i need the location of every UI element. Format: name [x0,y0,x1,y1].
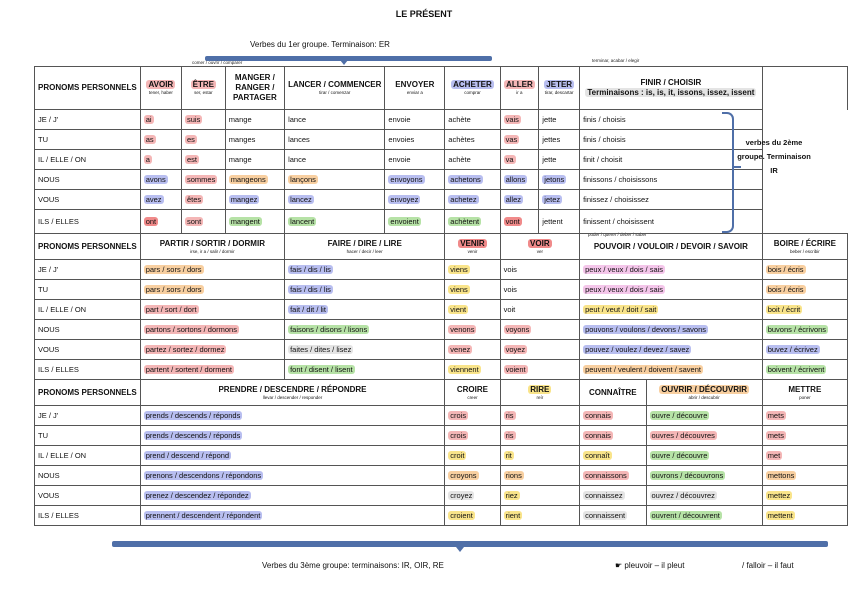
header-etre: ÊTRE ser, estar [182,67,226,110]
pronoun-cell: NOUS [35,466,141,486]
header-aller: ALLER ir a [500,67,539,110]
pronoun-cell: TU [35,280,141,300]
cell-jeter: jette [539,150,580,170]
header-lancer: LANCER / COMMENCER tirar / comenzar [285,67,385,110]
pronoun-cell: ILS / ELLES [35,360,141,380]
cell-boire: bois / écris [762,260,847,280]
cell-lancer: lance [285,110,385,130]
cell-rire: riez [500,486,579,506]
cell-avoir: a [140,150,181,170]
cell-partir: partez / sortez / dormez [140,340,284,360]
cell-envoyer: envoyons [385,170,445,190]
pronoun-cell: TU [35,426,141,446]
pronoun-cell: IL / ELLE / ON [35,446,141,466]
header-acheter: ACHETER comprar [445,67,500,110]
cell-croire: croient [445,506,500,526]
cell-pouvoir: pouvons / voulons / devons / savons [580,320,763,340]
cell-acheter: achetez [445,190,500,210]
cell-envoyer: envoies [385,130,445,150]
header-ouvrir: OUVRIR / DÉCOUVRIR abrir / descubrir [646,380,762,406]
pronoms-header: PRONOMS PERSONNELS [35,380,141,406]
note-falloir: / falloir – il faut [742,561,794,570]
cell-partir: partons / sortons / dormons [140,320,284,340]
cell-aller: allons [500,170,539,190]
s2-row-ils [35,360,848,380]
header-boire: BOIRE / ÉCRIRE beber / escribir [762,234,847,260]
s3-row-vous [35,486,848,506]
header-finir: FINIR / CHOISIR Terminaisons : is, is, it, issons, issez, issent [580,67,763,110]
cell-finir: finis / choisis [580,110,763,130]
pronoun-cell: NOUS [35,320,141,340]
group2-caption: verbes du 2ème groupe. Terminaison IR [737,138,811,175]
cell-manger: mange [225,110,284,130]
cell-faire: fais / dis / lis [285,260,445,280]
translation-note-left: comer / ouvrir / comparer [192,60,243,65]
group3-arrow-bar [112,541,828,547]
cell-acheter: achètent [445,210,500,234]
group1-arrow-bar [205,56,492,61]
cell-rire: rit [500,446,579,466]
header-prendre: PRENDRE / DESCENDRE / RÉPONDRE llevar / descender / responder [140,380,445,406]
cell-faire: fais / dis / lis [285,280,445,300]
cell-croire: croyons [445,466,500,486]
cell-lancer: lancent [285,210,385,234]
cell-mettre: mettez [762,486,847,506]
cell-manger: mange [225,150,284,170]
cell-jeter: jette [539,110,580,130]
cell-boire: boivent / écrivent [762,360,847,380]
s2-row-nous [35,320,848,340]
cell-boire: bois / écris [762,280,847,300]
cell-faire: font / disent / lisent [285,360,445,380]
cell-prendre: prends / descends / réponds [140,406,445,426]
cell-faire: faisons / disons / lisons [285,320,445,340]
header-venir: VENIR venir [445,234,500,260]
pronoun-cell: TU [35,130,141,150]
header-croire: CROIRE creer [445,380,500,406]
cell-avoir: avez [140,190,181,210]
header-empty-cell [762,67,847,110]
cell-acheter: achète [445,150,500,170]
cell-venir: viens [445,260,500,280]
cell-mettre: mettent [762,506,847,526]
cell-etre: suis [182,110,226,130]
cell-mettre: mets [762,426,847,446]
cell-manger: mangez [225,190,284,210]
cell-boire: buvez / écrivez [762,340,847,360]
cell-faire: fait / dit / lit [285,300,445,320]
cell-jeter: jetons [539,170,580,190]
pronoun-cell: NOUS [35,170,141,190]
pronoms-header: PRONOMS PERSONNELS [35,234,141,260]
cell-venir: vient [445,300,500,320]
cell-finir: finis / choisis [580,130,763,150]
cell-lancer: lancez [285,190,385,210]
cell-ouvrir: ouvre / découvre [646,406,762,426]
cell-voir: vois [500,260,579,280]
pronoun-cell: VOUS [35,190,141,210]
cell-acheter: achètes [445,130,500,150]
cell-etre: sont [182,210,226,234]
cell-jeter: jettes [539,130,580,150]
blank-cell [762,110,847,130]
pronoun-cell: ILS / ELLES [35,506,141,526]
cell-mettre: met [762,446,847,466]
cell-partir: part / sort / dort [140,300,284,320]
s3-row-il [35,446,848,466]
cell-rire: ris [500,406,579,426]
cell-croire: croyez [445,486,500,506]
group1-caption: Verbes du 1er groupe. Terminaison: ER [250,40,390,49]
cell-etre: es [182,130,226,150]
header-connaitre: CONNAÎTRE [580,380,646,406]
cell-pouvoir: peux / veux / dois / sais [580,260,763,280]
cell-mettre: mettons [762,466,847,486]
header-manger: MANGER / RANGER / PARTAGER [225,67,284,110]
cell-voir: voient [500,360,579,380]
cell-manger: mangent [225,210,284,234]
cell-venir: viennent [445,360,500,380]
note-pleuvoir: ☛ pleuvoir – il pleut [615,561,685,570]
pronoun-cell: IL / ELLE / ON [35,300,141,320]
cell-prendre: prenez / descendez / répondez [140,486,445,506]
pronoun-cell: VOUS [35,340,141,360]
cell-connaitre: connaissons [580,466,646,486]
s2-row-il [35,300,848,320]
page-title: LE PRÉSENT [395,9,453,19]
s2-row-je [35,260,848,280]
cell-venir: venons [445,320,500,340]
cell-lancer: lance [285,150,385,170]
header-jeter: JETER tirar, descartar [539,67,580,110]
cell-croire: crois [445,406,500,426]
cell-finir: finissent / choisissent [580,210,763,234]
header-partir: PARTIR / SORTIR / DORMIR irse, ir a / salir / dormir [140,234,284,260]
cell-venir: venez [445,340,500,360]
cell-lancer: lances [285,130,385,150]
cell-jeter: jettent [539,210,580,234]
cell-rire: rions [500,466,579,486]
cell-voir: voyons [500,320,579,340]
pronoun-cell: VOUS [35,486,141,506]
cell-connaitre: connaissez [580,486,646,506]
cell-prendre: prends / descends / réponds [140,426,445,446]
pronoun-cell: JE / J' [35,260,141,280]
cell-manger: mangeons [225,170,284,190]
pronoun-cell: ILS / ELLES [35,210,141,234]
cell-connaitre: connaissent [580,506,646,526]
cell-voir: voyez [500,340,579,360]
cell-connaitre: connais [580,406,646,426]
cell-mettre: mets [762,406,847,426]
cell-etre: sommes [182,170,226,190]
cell-faire: faites / dites / lisez [285,340,445,360]
cell-prendre: prenons / descendons / répondons [140,466,445,486]
cell-pouvoir: pouvez / voulez / devez / savez [580,340,763,360]
s3-row-nous [35,466,848,486]
cell-aller: vas [500,130,539,150]
cell-envoyer: envoie [385,110,445,130]
group2-brace [722,112,734,233]
cell-ouvrir: ouvrons / découvrons [646,466,762,486]
header-mettre: METTRE poner [762,380,847,406]
header-rire: RIRE reír [500,380,579,406]
cell-finir: finit / choisit [580,150,763,170]
cell-manger: manges [225,130,284,150]
pronoun-cell: JE / J' [35,110,141,130]
blank-cell [762,190,847,210]
s2-row-tu [35,280,848,300]
cell-venir: viens [445,280,500,300]
cell-etre: êtes [182,190,226,210]
blank-cell [762,210,847,234]
s3-row-ils [35,506,848,526]
group1-arrow-tip [340,60,348,65]
section3-header-row [35,380,848,406]
cell-pouvoir: peut / veut / doit / sait [580,300,763,320]
header-faire: FAIRE / DIRE / LIRE hacer / decir / leer [285,234,445,260]
section2-header-row [35,234,848,260]
cell-jeter: jetez [539,190,580,210]
cell-croire: crois [445,426,500,446]
cell-prendre: prend / descend / répond [140,446,445,466]
cell-partir: pars / sors / dors [140,280,284,300]
cell-partir: pars / sors / dors [140,260,284,280]
cell-ouvrir: ouvrez / découvrez [646,486,762,506]
cell-voir: vois [500,280,579,300]
cell-boire: buvons / écrivons [762,320,847,340]
pronoun-cell: JE / J' [35,406,141,426]
cell-pouvoir: peux / veux / dois / sais [580,280,763,300]
cell-finir: finissez / choisissez [580,190,763,210]
group3-caption: Verbes du 3ème groupe: terminaisons: IR, OIR, RE [262,561,444,570]
header-avoir: AVOIR tener, haber [140,67,181,110]
s3-row-tu [35,426,848,446]
cell-avoir: ont [140,210,181,234]
cell-envoyer: envoient [385,210,445,234]
cell-aller: vais [500,110,539,130]
s2-row-vous [35,340,848,360]
cell-acheter: achetons [445,170,500,190]
header-pouvoir: POUVOIR / VOULOIR / DEVOIR / SAVOIR [580,234,763,260]
cell-rire: rient [500,506,579,526]
cell-etre: est [182,150,226,170]
cell-connaitre: connais [580,426,646,446]
pronoun-cell: IL / ELLE / ON [35,150,141,170]
cell-aller: va [500,150,539,170]
pronoms-header: PRONOMS PERSONNELS [35,67,141,110]
cell-voir: voit [500,300,579,320]
cell-finir: finissons / choisissons [580,170,763,190]
header-voir: VOIR ver [500,234,579,260]
cell-lancer: lançons [285,170,385,190]
cell-rire: ris [500,426,579,446]
cell-connaitre: connaît [580,446,646,466]
cell-ouvrir: ouvres / découvres [646,426,762,446]
cell-acheter: achète [445,110,500,130]
cell-aller: vont [500,210,539,234]
cell-avoir: as [140,130,181,150]
cell-aller: allez [500,190,539,210]
translation-note-modal: poder / querer / deber / saber [588,232,647,237]
cell-ouvrir: ouvrent / découvrent [646,506,762,526]
cell-boire: boit / écrit [762,300,847,320]
cell-envoyer: envoyez [385,190,445,210]
cell-avoir: ai [140,110,181,130]
cell-ouvrir: ouvre / découvre [646,446,762,466]
section1-header-row [35,67,848,110]
cell-avoir: avons [140,170,181,190]
group3-arrow-tip [456,547,464,552]
cell-envoyer: envoie [385,150,445,170]
cell-croire: croit [445,446,500,466]
s3-row-je [35,406,848,426]
cell-pouvoir: peuvent / veulent / doivent / savent [580,360,763,380]
header-envoyer: ENVOYER enviar a [385,67,445,110]
cell-prendre: prennent / descendent / répondent [140,506,445,526]
translation-note-right: terminar, acabar / elegir [592,58,640,63]
cell-partir: partent / sortent / dorment [140,360,284,380]
